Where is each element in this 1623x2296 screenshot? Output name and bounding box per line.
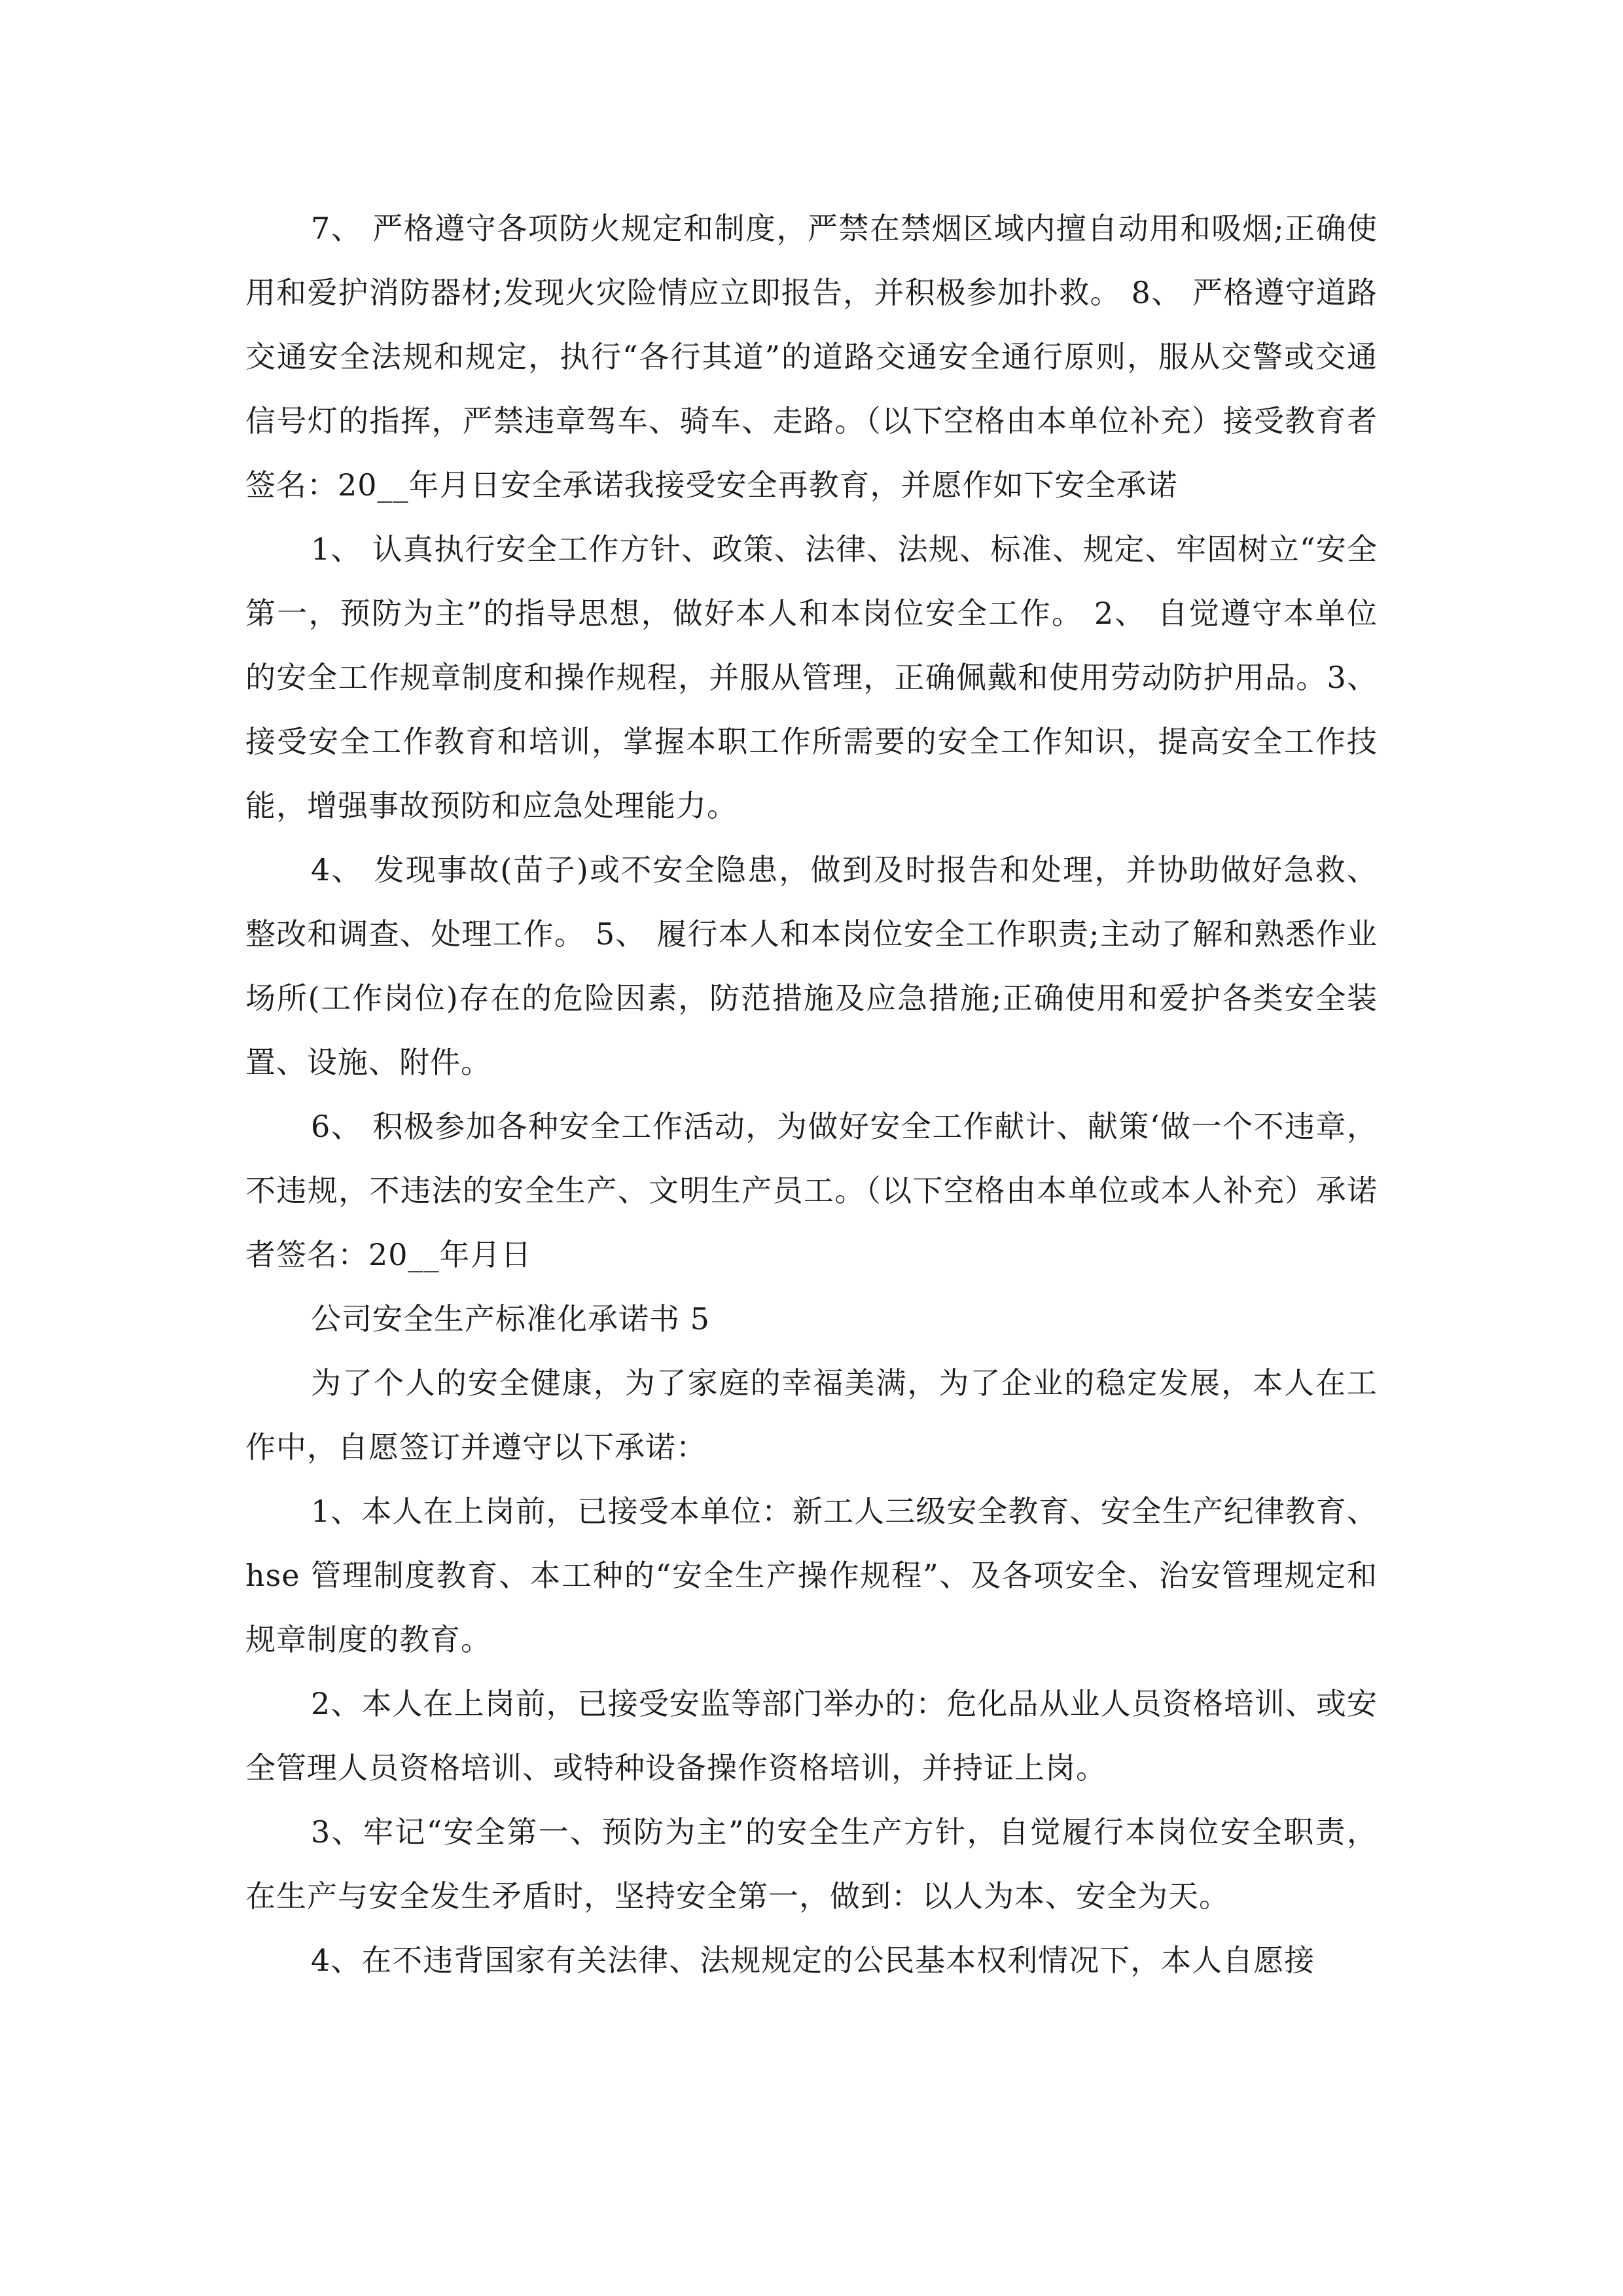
document-page [245, 196, 1378, 1992]
paragraph-safety-activities: 6、 积极参加各种安全工作活动，为做好安全工作献计、献策‘做一个不违章，不违规，不违法的安全生产、文明生产员工。（以下空格由本单位或本人补充）承诺者签名：20__年月日 [245, 1109, 1378, 1272]
paragraph-item-2: 2、本人在上岗前，已接受安监等部门举办的：危化品从业人员资格培训、或安全管理人员资格培训、或特种设备操作资格培训，并持证上岗。 [245, 1686, 1378, 1785]
paragraph-fire-traffic-rules: 7、 严格遵守各项防火规定和制度，严禁在禁烟区域内擅自动用和吸烟;正确使用和爱护消防器材;发现火灾险情应立即报告，并积极参加扑救。 8、 严格遵守道路交通安全法规和规定，执行“各行其道”的道路交通安全通行原则，服从交警或交通信号灯的指挥，严禁违章驾车、骑车、走路。（以下空格由本单位补充）接受教育者签名：20__年月日安全承诺我接受安全再教育，并愿作如下安全承诺 [245, 211, 1378, 503]
paragraph-intro: 为了个人的安全健康，为了家庭的幸福美满，为了企业的稳定发展，本人在工作中，自愿签订并遵守以下承诺： [245, 1365, 1378, 1465]
paragraph-safety-policy: 1、 认真执行安全工作方针、政策、法律、法规、标准、规定、牢固树立“安全第一，预防为主”的指导思想，做好本人和本岗位安全工作。 2、 自觉遵守本单位的安全工作规章制度和操作规程，并服从管理，正确佩戴和使用劳动防护用品。3、 接受安全工作教育和培训，掌握本职工作所需要的安全工作知识，提高安全工作技能，增强事故预防和应急处理能力。 [245, 531, 1378, 823]
paragraph-item-1: 1、本人在上岗前，已接受本单位：新工人三级安全教育、安全生产纪律教育、hse 管理制度教育、本工种的“安全生产操作规程”、及各项安全、治安管理规定和规章制度的教育。 [245, 1494, 1378, 1657]
paragraph-item-3: 3、牢记“安全第一、预防为主”的安全生产方针，自觉履行本岗位安全职责，在生产与安全发生矛盾时，坚持安全第一，做到：以人为本、安全为天。 [245, 1814, 1378, 1914]
section-title: 公司安全生产标准化承诺书 5 [311, 1301, 710, 1336]
paragraph-accident-reporting: 4、 发现事故(苗子)或不安全隐患，做到及时报告和处理，并协助做好急救、整改和调查、处理工作。 5、 履行本人和本岗位安全工作职责;主动了解和熟悉作业场所(工作岗位)存在的危险因素，防范措施及应急措施;正确使用和爱护各类安全装置、设施、附件。 [245, 852, 1378, 1080]
paragraph-item-4: 4、在不违背国家有关法律、法规规定的公民基本权利情况下，本人自愿接 [311, 1943, 1315, 1978]
